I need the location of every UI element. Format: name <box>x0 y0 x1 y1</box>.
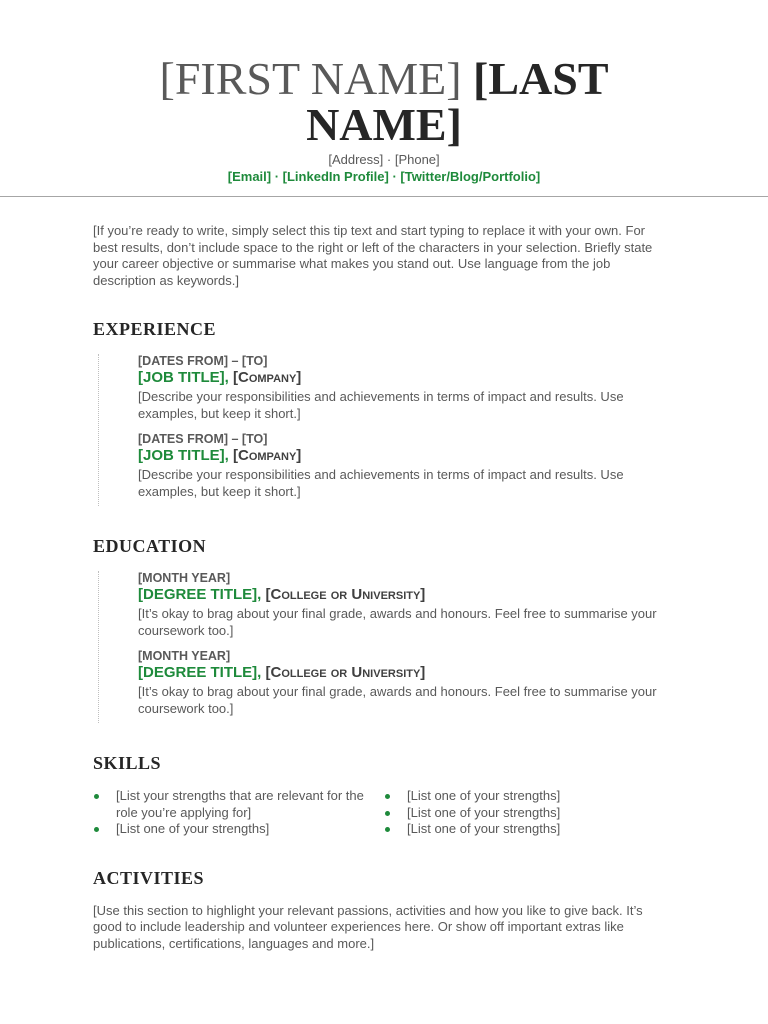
job-title[interactable]: [JOB TITLE], <box>138 369 229 386</box>
experience-list <box>98 354 675 506</box>
resume-body <box>0 223 768 952</box>
entry-description[interactable]: [Describe your responsibilities and achievements in terms of impact and results. Use examples, but keep it short.] <box>138 389 624 421</box>
full-name[interactable] <box>104 53 664 150</box>
activities-heading[interactable]: ACTIVITIES <box>93 867 205 888</box>
entry-dates[interactable]: [DATES FROM] – [TO] <box>138 432 268 446</box>
skill-item[interactable]: [List your strengths that are relevant for the role you’re applying for] <box>93 788 376 821</box>
entry-title <box>138 369 675 386</box>
first-name[interactable]: [FIRST NAME] <box>159 53 462 104</box>
skills-heading[interactable]: SKILLS <box>93 753 162 773</box>
contact-links[interactable]: [Email] · [LinkedIn Profile] · [Twitter/Blog/Portfolio] <box>227 169 541 184</box>
last-name[interactable]: [LAST NAME] <box>306 53 609 150</box>
entry-title <box>138 586 675 603</box>
entry-dates[interactable]: [MONTH YEAR] <box>138 571 231 585</box>
skill-item[interactable]: [List one of your strengths] <box>384 821 667 838</box>
experience-heading[interactable]: EXPERIENCE <box>93 319 217 339</box>
skills-column-right <box>384 788 675 838</box>
entry-dates[interactable]: [MONTH YEAR] <box>138 649 231 663</box>
education-entry <box>138 649 675 723</box>
school-name[interactable]: [College or University] <box>265 586 426 603</box>
activities-text[interactable]: [Use this section to highlight your relevant passions, activities and how you like to give back. It’s good to include leadership and volunteer experiences here. Or show off important extras like publications, certifications, languages and more.] <box>93 902 643 951</box>
company-name[interactable]: [Company] <box>233 447 302 464</box>
resume-header <box>0 0 768 184</box>
experience-entry <box>138 354 675 432</box>
education-entry <box>138 571 675 649</box>
entry-description[interactable]: [It’s okay to brag about your final grade, awards and honours. Feel free to summarise your coursework too.] <box>138 606 657 638</box>
entry-description[interactable]: [It’s okay to brag about your final grade, awards and honours. Feel free to summarise your coursework too.] <box>138 684 657 716</box>
skills-column-left <box>93 788 384 838</box>
skills-list <box>93 788 675 838</box>
education-list <box>98 571 675 723</box>
degree-title[interactable]: [DEGREE TITLE], <box>138 664 262 681</box>
entry-title <box>138 664 675 681</box>
company-name[interactable]: [Company] <box>233 369 302 386</box>
skill-item[interactable]: [List one of your strengths] <box>384 788 667 805</box>
experience-entry <box>138 432 675 506</box>
skill-item[interactable]: [List one of your strengths] <box>93 821 376 838</box>
job-title[interactable]: [JOB TITLE], <box>138 447 229 464</box>
entry-dates[interactable]: [DATES FROM] – [TO] <box>138 354 268 368</box>
objective-text[interactable]: [If you’re ready to write, simply select this tip text and start typing to replace it with your own. For best results, don’t include space to the right or left of the characters in your selection. Briefly state your career objective or summarise what makes you stand out. Use language from the job description as keywords.] <box>93 223 653 288</box>
skill-item[interactable]: [List one of your strengths] <box>384 805 667 822</box>
degree-title[interactable]: [DEGREE TITLE], <box>138 586 262 603</box>
header-divider <box>0 196 768 197</box>
school-name[interactable]: [College or University] <box>265 664 426 681</box>
entry-title <box>138 447 675 464</box>
entry-description[interactable]: [Describe your responsibilities and achievements in terms of impact and results. Use examples, but keep it short.] <box>138 467 624 499</box>
address-phone[interactable]: [Address] · [Phone] <box>328 152 440 167</box>
education-heading[interactable]: EDUCATION <box>93 536 207 556</box>
